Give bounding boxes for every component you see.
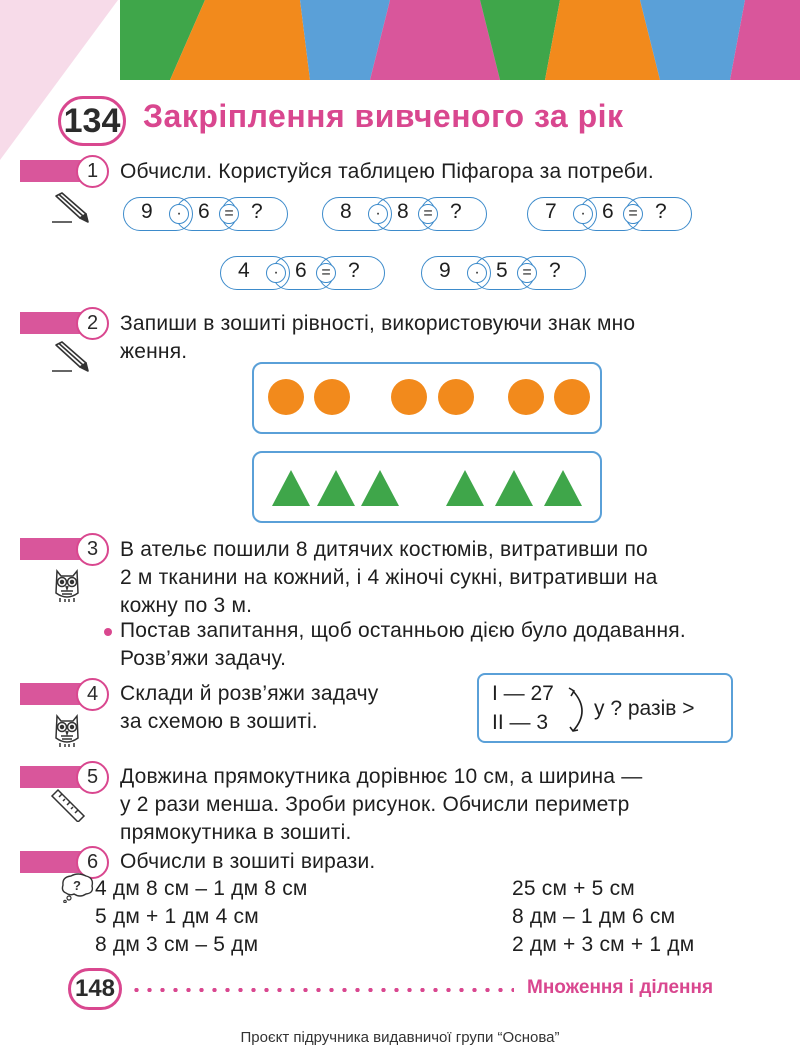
equation-1 xyxy=(123,197,288,231)
task-number: 4 xyxy=(76,678,109,711)
expression: 8 дм – 1 дм 6 см xyxy=(512,905,676,928)
multiply-sign: · xyxy=(368,204,388,224)
task-5-text-line-1: Довжина прямокутника дорівнює 10 см, а ширина — xyxy=(120,765,643,788)
multiply-sign: · xyxy=(169,204,189,224)
page-number: 148 xyxy=(68,968,122,1010)
dotted-divider xyxy=(130,988,514,992)
operand: 4 xyxy=(238,259,250,282)
comparison-scheme xyxy=(477,673,733,743)
pencil-icon xyxy=(50,341,90,373)
equation-5 xyxy=(421,256,586,290)
expression: 2 дм + 3 см + 1 дм xyxy=(512,933,695,956)
answer-placeholder: ? xyxy=(450,200,462,223)
task-number: 2 xyxy=(76,307,109,340)
task-number: 5 xyxy=(76,761,109,794)
equals-sign: = xyxy=(517,263,537,283)
multiply-sign: · xyxy=(266,263,286,283)
scheme-question: у ? разів > xyxy=(594,697,695,720)
scheme-row-2: ІІ — 3 xyxy=(492,711,549,734)
curved-arrow-icon xyxy=(567,685,593,737)
answer-placeholder: ? xyxy=(251,200,263,223)
answer-placeholder: ? xyxy=(549,259,561,282)
owl-icon xyxy=(52,710,82,748)
task-2-text-line-2: ження. xyxy=(120,340,188,363)
triangles-picture xyxy=(252,451,602,523)
operand: 8 xyxy=(397,200,409,223)
task-4-text-line-2: за схемою в зошиті. xyxy=(120,710,318,733)
answer-placeholder: ? xyxy=(655,200,667,223)
decorative-corner xyxy=(0,0,130,170)
expression: 25 см + 5 см xyxy=(512,877,635,900)
bullet-point xyxy=(104,628,112,636)
equation-3 xyxy=(527,197,692,231)
equation-2 xyxy=(322,197,487,231)
task-3-text-line-1: В ательє пошили 8 дитячих костюмів, витративши по xyxy=(120,538,648,561)
task-5-text-line-3: прямокутника в зошиті. xyxy=(120,821,352,844)
operand: 9 xyxy=(439,259,451,282)
green-triangle xyxy=(317,470,355,506)
task-3-bullet-line-2: Розв’яжи задачу. xyxy=(120,647,287,670)
task-4-text-line-1: Склади й розв’яжи задачу xyxy=(120,682,379,705)
equation-4 xyxy=(220,256,385,290)
task-1-text: Обчисли. Користуйся таблицею Піфагора за потреби. xyxy=(120,160,654,183)
orange-circle xyxy=(508,379,544,415)
task-number: 3 xyxy=(76,533,109,566)
circles-picture xyxy=(252,362,602,434)
expression: 4 дм 8 см – 1 дм 8 см xyxy=(95,877,308,900)
ruler-icon xyxy=(50,788,86,822)
equals-sign: = xyxy=(316,263,336,283)
operand: 9 xyxy=(141,200,153,223)
equals-sign: = xyxy=(219,204,239,224)
lesson-title: Закріплення вивченого за рік xyxy=(143,98,624,134)
task-3-bullet-line-1: Постав запитання, щоб останньою дією було додавання. xyxy=(120,619,686,642)
pencil-icon xyxy=(50,192,90,224)
operand: 8 xyxy=(340,200,352,223)
orange-circle xyxy=(268,379,304,415)
green-triangle xyxy=(361,470,399,506)
operand: 6 xyxy=(198,200,210,223)
task-2-text-line-1: Запиши в зошиті рівності, використовуючи знак мно xyxy=(120,312,636,335)
equals-sign: = xyxy=(623,204,643,224)
task-3-text-line-2: 2 м тканини на кожний, і 4 жіночі сукні, витративши на xyxy=(120,566,658,589)
task-3-text-line-3: кожну по 3 м. xyxy=(120,594,253,617)
multiply-sign: · xyxy=(467,263,487,283)
orange-circle xyxy=(314,379,350,415)
operand: 6 xyxy=(602,200,614,223)
lesson-number: 134 xyxy=(58,96,126,146)
operand: 5 xyxy=(496,259,508,282)
operand: 6 xyxy=(295,259,307,282)
scheme-row-1: І — 27 xyxy=(492,682,554,705)
operand: 7 xyxy=(545,200,557,223)
orange-circle xyxy=(391,379,427,415)
task-number: 1 xyxy=(76,155,109,188)
publisher-credit: Проєкт підручника видавничої групи “Основа” xyxy=(240,1029,560,1046)
orange-circle xyxy=(554,379,590,415)
green-triangle xyxy=(544,470,582,506)
section-name: Множення і ділення xyxy=(527,977,714,998)
orange-circle xyxy=(438,379,474,415)
expression: 5 дм + 1 дм 4 см xyxy=(95,905,259,928)
task-5-text-line-2: у 2 рази менша. Зроби рисунок. Обчисли периметр xyxy=(120,793,630,816)
green-triangle xyxy=(446,470,484,506)
answer-placeholder: ? xyxy=(348,259,360,282)
expression: 8 дм 3 см – 5 дм xyxy=(95,933,259,956)
thinking-head-icon xyxy=(60,873,96,903)
green-triangle xyxy=(495,470,533,506)
task-6-text: Обчисли в зошиті вирази. xyxy=(120,850,376,873)
owl-icon xyxy=(52,565,82,603)
multiply-sign: · xyxy=(573,204,593,224)
green-triangle xyxy=(272,470,310,506)
task-number: 6 xyxy=(76,846,109,879)
equals-sign: = xyxy=(418,204,438,224)
svg-text:?: ? xyxy=(73,878,81,893)
